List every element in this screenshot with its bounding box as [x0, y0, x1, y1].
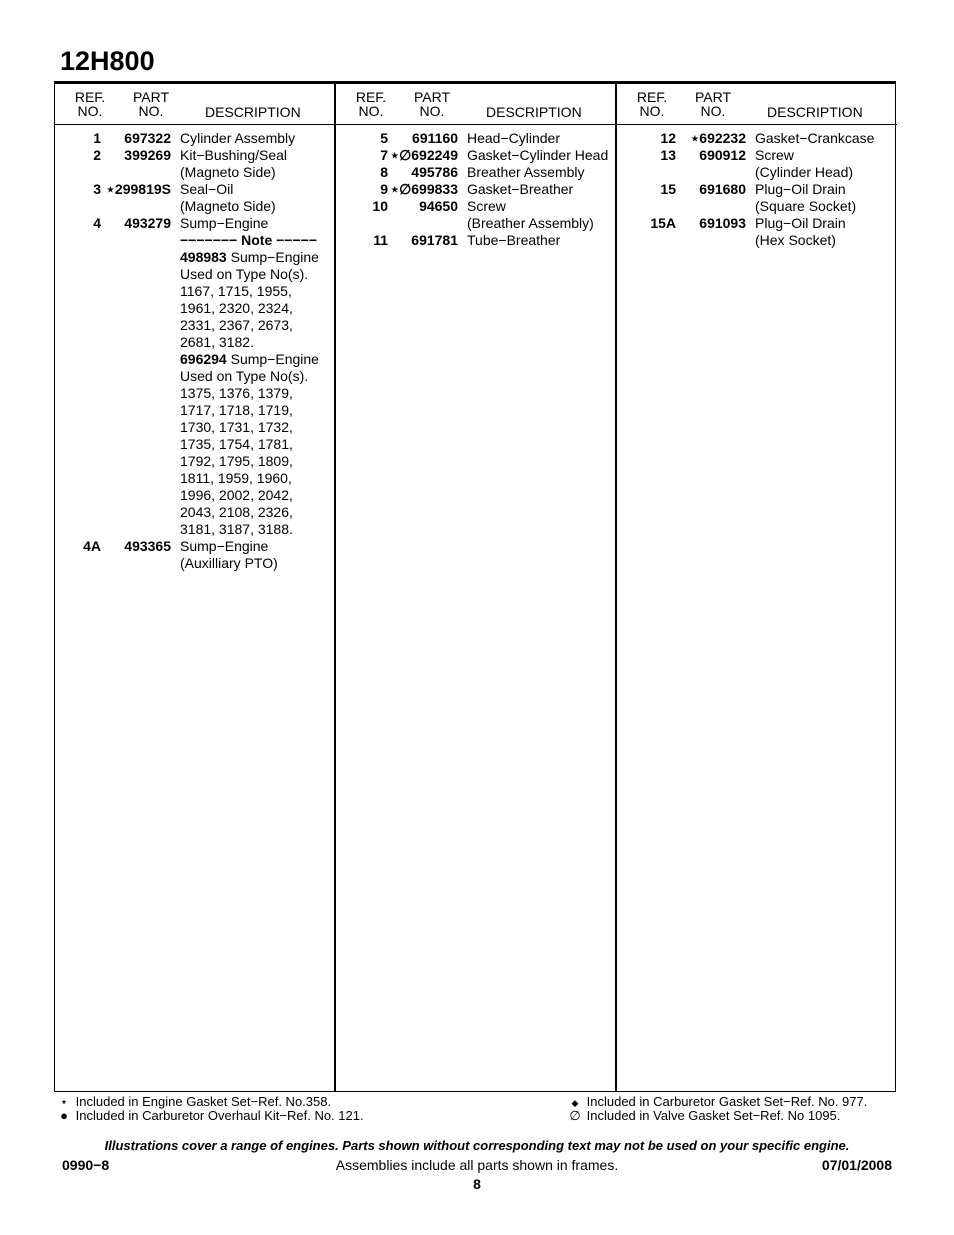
ref-no: 5 [380, 130, 388, 146]
table-row [55, 215, 335, 232]
table-row [55, 181, 335, 215]
alt-part-no: 498983 [180, 249, 227, 265]
description: Kit−Bushing/Seal (Magneto Side) [180, 147, 288, 180]
parts-table [54, 81, 896, 1092]
ref-no: 8 [380, 164, 388, 180]
parts-column-3 [615, 84, 897, 1091]
ref-no: 4A [83, 538, 101, 554]
column-header [617, 84, 897, 125]
legend-text: Included in Engine Gasket Set−Ref. No.358. [75, 1094, 332, 1109]
description: Head−Cylinder [467, 130, 560, 146]
ref-no-header: REF. NO. [636, 89, 668, 119]
ref-no: 1 [93, 130, 101, 146]
alt-part-description: Sump−Engine [226, 351, 319, 367]
type-numbers: Used on Type No(s). 1167, 1715, 1955, 1961, 2320, 2324, 2331, 2367, 2673, 2681, 3182. [180, 266, 309, 350]
table-row [617, 181, 897, 215]
legend-empty-set [567, 1109, 840, 1123]
legend-text: Included in Carburetor Overhaul Kit−Ref. No. 121. [75, 1108, 364, 1123]
part-no: ⋆∅699833 [390, 181, 458, 197]
table-row [55, 538, 335, 572]
description: Gasket−Cylinder Head [467, 147, 609, 163]
description-header: DESCRIPTION [767, 104, 863, 120]
description: Screw (Cylinder Head) [755, 147, 854, 180]
table-row [336, 198, 617, 232]
part-no-header: PART NO. [413, 89, 451, 119]
legend-dot [56, 1109, 364, 1123]
parts-column-2 [334, 84, 617, 1091]
document-code: 0990−8 [62, 1157, 110, 1173]
empty-set-icon: ∅ [569, 1108, 581, 1123]
description: Plug−Oil Drain (Square Socket) [755, 181, 857, 214]
parts-column-1 [55, 84, 335, 1091]
ref-no: 4 [93, 215, 101, 231]
page-title: 12H800 [60, 46, 155, 76]
alt-part-no: 696294 [180, 351, 227, 367]
table-row [336, 130, 617, 147]
assemblies-note: Assemblies include all parts shown in frames. [335, 1157, 619, 1173]
part-no: 691781 [411, 232, 458, 248]
table-row [617, 215, 897, 249]
part-no-header: PART NO. [694, 89, 732, 119]
disclaimer-note: Illustrations cover a range of engines. Parts shown without corresponding text may not be used on your specific engine. [104, 1138, 850, 1153]
part-no: ⋆299819S [106, 181, 171, 197]
ref-no: 3 [93, 181, 101, 197]
ref-no: 13 [660, 147, 676, 163]
note-entry [180, 351, 335, 368]
dot-icon: ● [60, 1108, 68, 1123]
part-no: 493365 [124, 538, 171, 554]
part-no: 493279 [124, 215, 171, 231]
ref-no: 7 [380, 147, 388, 163]
table-row [336, 232, 617, 249]
description: Tube−Breather [467, 232, 561, 248]
ref-no: 15 [660, 181, 676, 197]
description: Screw (Breather Assembly) [467, 198, 594, 231]
page-number: 8 [473, 1176, 481, 1192]
ref-no: 15A [650, 215, 676, 231]
ref-no: 10 [372, 198, 388, 214]
table-row [55, 147, 335, 181]
description: Sump−Engine [180, 215, 269, 231]
star-icon: ⋆ [59, 1094, 69, 1109]
note-block [55, 232, 335, 538]
column-header [55, 84, 335, 125]
ref-no: 11 [373, 232, 388, 248]
table-row [336, 147, 617, 164]
table-row [617, 147, 897, 181]
part-no: 690912 [699, 147, 746, 163]
ref-no: 12 [660, 130, 676, 146]
note-label: −−−−−−− Note −−−−− [180, 232, 317, 248]
legend-text: Included in Carburetor Gasket Set−Ref. No. 977. [586, 1094, 868, 1109]
part-no: 94650 [419, 198, 458, 214]
ref-no-header: REF. NO. [74, 89, 106, 119]
part-no: 691160 [412, 130, 458, 146]
description: Gasket−Crankcase [755, 130, 875, 146]
description: Cylinder Assembly [180, 130, 296, 146]
part-no: 691093 [699, 215, 746, 231]
alt-part-description: Sump−Engine [226, 249, 319, 265]
part-no: 691680 [699, 181, 746, 197]
table-row [617, 130, 897, 147]
description: Seal−Oil (Magneto Side) [180, 181, 276, 214]
table-row [336, 164, 617, 181]
part-no: 495786 [411, 164, 458, 180]
description: Sump−Engine (Auxilliary PTO) [180, 538, 278, 571]
part-no: 399269 [124, 147, 171, 163]
legend-text: Included in Valve Gasket Set−Ref. No 1095. [586, 1108, 841, 1123]
description: Breather Assembly [467, 164, 585, 180]
ref-no-header: REF. NO. [355, 89, 387, 119]
diamond-icon: ◆ [571, 1098, 579, 1108]
description: Plug−Oil Drain (Hex Socket) [755, 215, 846, 248]
ref-no: 2 [93, 147, 101, 163]
description-header: DESCRIPTION [205, 104, 301, 120]
table-row [336, 181, 617, 198]
part-no-header: PART NO. [132, 89, 170, 119]
column-header [336, 84, 617, 125]
ref-no: 9 [380, 181, 388, 197]
table-row [55, 130, 335, 147]
legend-star [56, 1095, 331, 1109]
type-numbers: Used on Type No(s). 1375, 1376, 1379, 1717, 1718, 1719, 1730, 1731, 1732, 1735, 1754, 1781, 1792, 1795, 1809, 1811, 1959, 1960, 1996, 2002, 2042, 2043, 2108, 2326, 3181, 3187, 3188. [180, 368, 309, 537]
description: Gasket−Breather [467, 181, 574, 197]
document-date: 07/01/2008 [821, 1157, 892, 1173]
part-no: ⋆∅692249 [390, 147, 458, 163]
description-header: DESCRIPTION [486, 104, 582, 120]
part-no: ⋆692232 [690, 130, 746, 146]
part-no: 697322 [124, 130, 171, 146]
note-entry [180, 249, 335, 266]
